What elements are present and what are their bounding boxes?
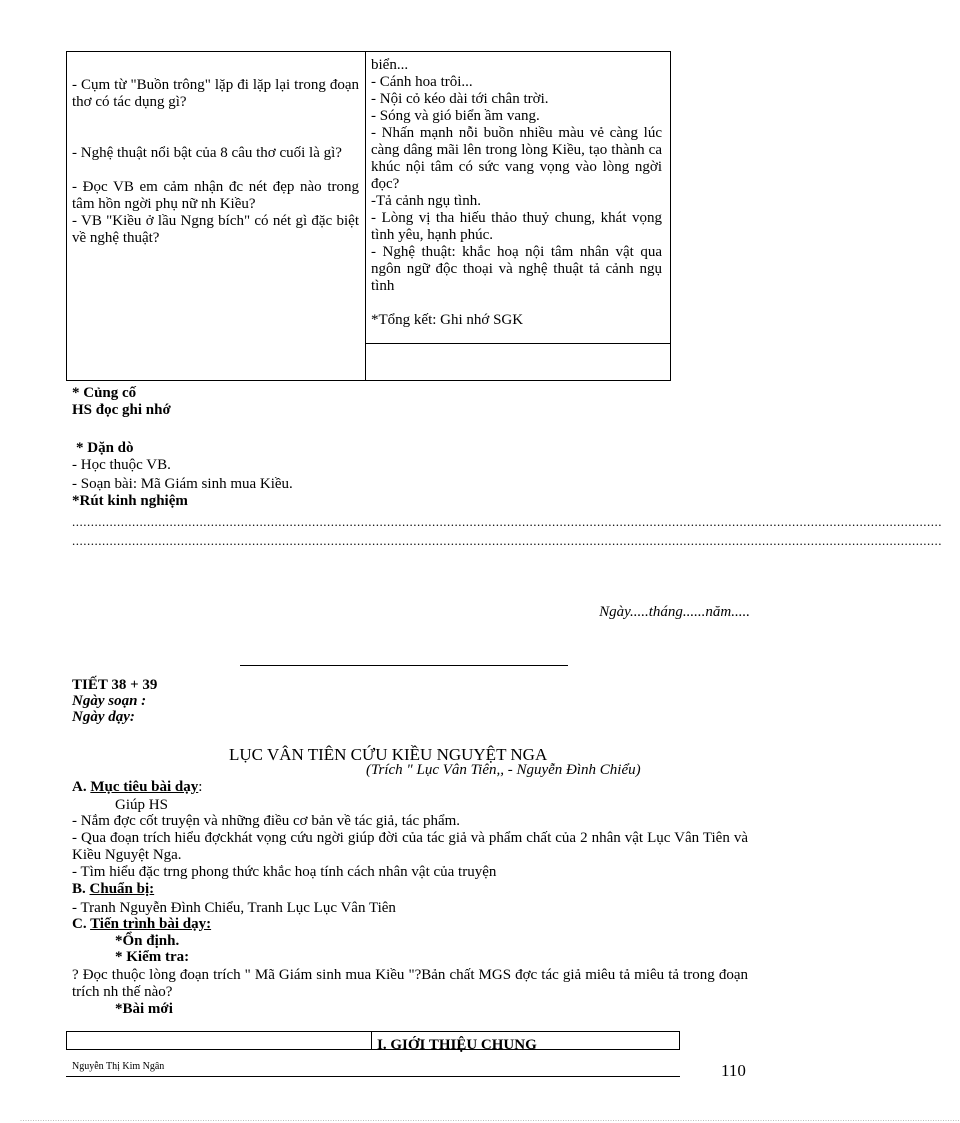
table1-middle-border <box>365 51 366 381</box>
date-line: Ngày.....tháng......năm..... <box>599 604 750 620</box>
tong-ket: *Tổng kết: Ghi nhớ SGK <box>371 312 524 328</box>
answer-line: - Sóng và gió biển ầm vang. <box>371 108 540 124</box>
answer-line: - Nghệ thuật: khắc hoạ nội tâm nhân vật qua ngôn ngữ độc thoại và nghệ thuật tả cảnh ngụ tình <box>371 244 662 294</box>
objective-item: - Nắm đợc cốt truyện và những điều cơ bản về tác giả, tác phẩm. <box>72 813 461 829</box>
answer-line: - Cánh hoa trôi... <box>371 74 473 90</box>
answer-line: - Nhấn mạnh nỗi buồn nhiều màu vẻ càng lúc càng dâng mãi lên trong lòng Kiều, tạo thành ca khúc nội tâm có sức vang vọng vào lòng ngời đọc? <box>371 125 662 192</box>
cungco-heading: * Củng cố <box>72 385 137 401</box>
lesson-subtitle: (Trích " Lục Vân Tiên,, - Nguyễn Đình Chiểu) <box>366 762 641 778</box>
dando-heading: * Dặn dò <box>76 440 134 456</box>
section-a-heading <box>72 779 202 796</box>
question-nghe-thuat: - Nghệ thuật nổi bật của 8 câu thơ cuối là gì? <box>72 145 342 161</box>
table1-bottom-border <box>66 380 671 381</box>
answer-line: -Tả cảnh ngụ tình. <box>371 193 481 209</box>
kiem-tra: * Kiểm tra: <box>115 949 190 965</box>
cungco-text: HS đọc ghi nhớ <box>72 402 171 418</box>
table1-right-cell <box>371 57 662 329</box>
rutkinh-heading: *Rút kinh nghiệm <box>72 493 188 509</box>
objective-item: - Tìm hiểu đặc trng phong thức khắc hoạ tính cách nhân vật của truyện <box>72 864 497 880</box>
tiet-number: TIẾT 38 + 39 <box>72 677 158 693</box>
kiem-tra-question: ? Đọc thuộc lòng đoạn trích " Mã Giám sinh mua Kiều "?Bản chất MGS đợc tác giả miêu tả miêu tả trong đoạn trích nh thế nào? <box>72 967 748 1000</box>
answer-line: biển... <box>371 57 409 73</box>
table2-right-border <box>679 1031 680 1050</box>
section-a-label: A. <box>72 779 87 795</box>
table2-middle-border <box>371 1031 372 1050</box>
section-a-intro: Giúp HS <box>115 797 168 813</box>
section-a-colon: : <box>198 779 203 795</box>
on-dinh: *Ổn định. <box>115 933 180 949</box>
section-b-heading <box>72 881 154 898</box>
section-b-title: Chuẩn bị: <box>89 881 155 897</box>
table1-left-border <box>66 51 67 381</box>
table2-bottom-border <box>66 1049 680 1050</box>
table2-right-header <box>377 1037 537 1053</box>
table1-right-border <box>670 51 671 381</box>
footer-rule <box>66 1076 680 1077</box>
table1-top-border <box>66 51 671 52</box>
table1-row-divider <box>365 343 671 344</box>
question-buon-trong: - Cụm từ "Buồn trông" lặp đi lặp lại trong đoạn thơ có tác dụng gì? <box>72 77 359 110</box>
dando-item: - Học thuộc VB. <box>72 457 171 473</box>
table1-left-cell <box>72 77 359 247</box>
section-c-heading <box>72 916 211 933</box>
page-edge-dots: ........................................................................................................................................................................................................................................................................................................................................................................................ <box>20 1114 960 1123</box>
dotted-line: ........................................................................................................................................................................................................................................ <box>72 533 942 548</box>
section-b-label: B. <box>72 881 86 897</box>
footer-author: Nguyễn Thị Kim Ngân <box>72 1061 165 1072</box>
answer-line: - Lòng vị tha hiếu thảo thuỷ chung, khát vọng tình yêu, hạnh phúc. <box>371 210 662 243</box>
section-a-title: Mục tiêu bài dạy <box>90 779 199 795</box>
table2-top-border <box>66 1031 680 1032</box>
ngay-soan: Ngày soạn : <box>72 693 147 709</box>
section-c-title: Tiến trình bài dạy: <box>90 916 212 932</box>
question-dac-biet: - VB "Kiều ở lầu Ngng bích" có nét gì đặc biệt về nghệ thuật? <box>72 213 359 246</box>
bai-moi: *Bài mới <box>115 1001 173 1017</box>
section-b-text: - Tranh Nguyễn Đình Chiểu, Tranh Lục Lục Vân Tiên <box>72 900 396 916</box>
section-c-label: C. <box>72 916 87 932</box>
separator-line <box>240 665 568 666</box>
lesson-title: LỤC VÂN TIÊN CỨU KIỀU NGUYỆT NGA <box>229 745 548 764</box>
table2-left-border <box>66 1031 67 1050</box>
gioi-thieu-chung: I. GIỚI THIỆU CHUNG <box>377 1037 537 1053</box>
dando-item: - Soạn bài: Mã Giám sinh mua Kiều. <box>72 476 293 492</box>
section-a-items <box>72 813 748 881</box>
ngay-day: Ngày dạy: <box>72 709 135 725</box>
dotted-line: ........................................................................................................................................................................................................................................ <box>72 514 942 529</box>
page-number: 110 <box>721 1061 746 1080</box>
question-net-dep: - Đọc VB em cảm nhận đc nét đẹp nào trong tâm hồn ngời phụ nữ nh Kiều? <box>72 179 359 212</box>
objective-item: - Qua đoạn trích hiểu đợckhát vọng cứu ngời giúp đời của tác giả và phẩm chất của 2 nhân vật Lục Vân Tiên và Kiều Nguyệt Nga. <box>72 830 748 863</box>
answer-line: - Nội cỏ kéo dài tới chân trời. <box>371 91 549 107</box>
